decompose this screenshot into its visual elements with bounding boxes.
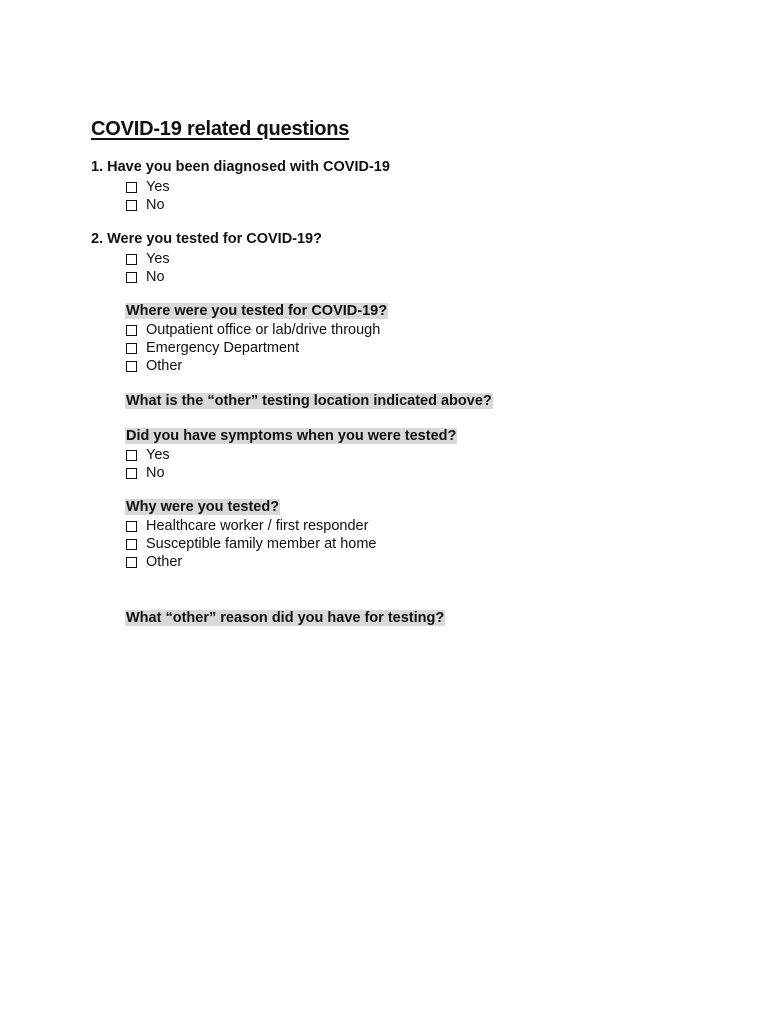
checkbox-icon[interactable]: [126, 361, 137, 372]
checkbox-icon[interactable]: [126, 343, 137, 354]
question-symptoms: Did you have symptoms when you were tested?: [126, 428, 457, 444]
checkbox-icon[interactable]: [126, 325, 137, 336]
checkbox-icon[interactable]: [126, 521, 137, 532]
option-label: Yes: [146, 447, 170, 463]
question-test-reason: Why were you tested?: [126, 499, 280, 515]
option-label: Other: [146, 554, 183, 570]
question-diagnosed: 1. Have you been diagnosed with COVID-19: [91, 159, 390, 175]
option-label: Susceptible family member at home: [146, 536, 377, 552]
page-title: COVID-19 related questions: [91, 118, 350, 140]
checkbox-icon[interactable]: [126, 254, 137, 265]
checkbox-icon[interactable]: [126, 557, 137, 568]
question-other-location: What is the “other” testing location indicated above?: [126, 393, 492, 409]
checkbox-icon[interactable]: [126, 539, 137, 550]
option-label: Emergency Department: [146, 340, 300, 356]
option-label: Yes: [146, 251, 170, 267]
option-label: Outpatient office or lab/drive through: [146, 322, 381, 338]
option-diagnosed-no[interactable]: [126, 196, 165, 214]
checkbox-icon[interactable]: [126, 200, 137, 211]
question-other-reason: What “other” reason did you have for testing?: [126, 610, 445, 626]
option-symptoms-yes[interactable]: [126, 446, 170, 464]
option-reason-other[interactable]: [126, 553, 182, 571]
checkbox-icon[interactable]: [126, 182, 137, 193]
option-label: No: [146, 197, 165, 213]
option-label: Healthcare worker / first responder: [146, 518, 369, 534]
option-label: No: [146, 269, 165, 285]
option-label: No: [146, 465, 165, 481]
question-test-location: Where were you tested for COVID-19?: [126, 303, 388, 319]
option-symptoms-no[interactable]: [126, 464, 165, 482]
checkbox-icon[interactable]: [126, 468, 137, 479]
option-label: Yes: [146, 179, 170, 195]
checkbox-icon[interactable]: [126, 450, 137, 461]
option-location-other[interactable]: [126, 357, 182, 375]
option-reason-family[interactable]: [126, 535, 377, 553]
option-tested-no[interactable]: [126, 268, 165, 286]
option-label: Other: [146, 358, 183, 374]
option-reason-healthcare[interactable]: [126, 517, 368, 535]
option-diagnosed-yes[interactable]: [126, 178, 170, 196]
question-tested: 2. Were you tested for COVID-19?: [91, 231, 322, 247]
checkbox-icon[interactable]: [126, 272, 137, 283]
option-location-emergency[interactable]: [126, 339, 299, 357]
option-location-outpatient[interactable]: [126, 321, 380, 339]
option-tested-yes[interactable]: [126, 250, 170, 268]
